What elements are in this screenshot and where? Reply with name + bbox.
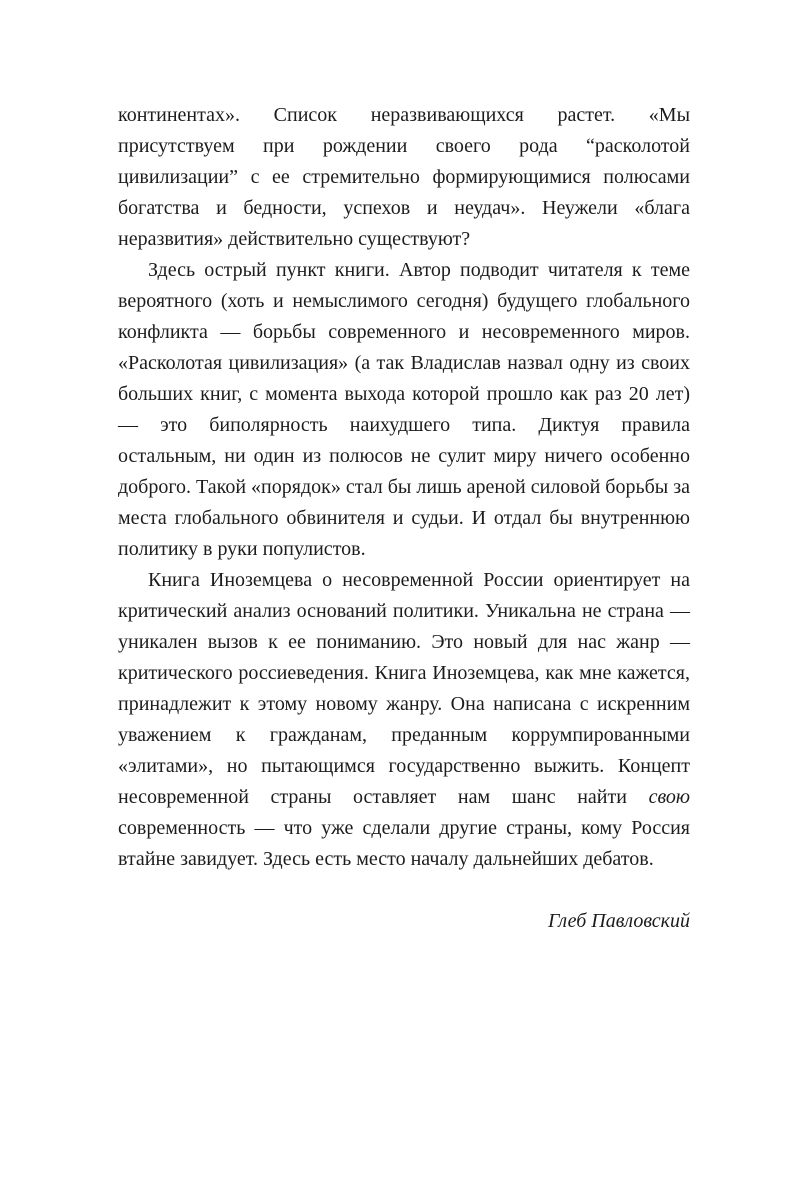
paragraph-third-italic-word: свою xyxy=(648,786,690,808)
paragraph-third xyxy=(118,565,690,875)
text-block xyxy=(118,100,690,937)
paragraph-third-text: Книга Иноземцева о несовременной России ориентирует на критический анализ оснований политики. Уникальна не страна — уникален вызов к ее пониманию. Это новый для нас жанр — критического россиеведения. Книга Иноземцева, как мне кажется, принадлежит к этому новому жанру. Она написана с искренним уважением к гражданам, преданным коррумпированными «элитами», но пытающимся государственно выжить. Концепт несовременной страны оставляет нам шанс найти xyxy=(118,569,690,808)
paragraph-continuation: континентах». Список неразвивающихся растет. «Мы присутствуем при рождении своего рода “расколотой цивилизации” с ее стремительно формирующимися полюсами богатства и бедности, успехов и неудач». Неужели «блага неразвития» действительно существуют? xyxy=(118,104,690,250)
author-signature: Глеб Павловский xyxy=(548,910,690,932)
paragraph-third-text-continued: современность — что уже сделали другие страны, кому Россия втайне завидует. Здесь есть место началу дальнейших дебатов. xyxy=(118,817,690,870)
paragraph-second: Здесь острый пункт книги. Автор подводит читателя к теме вероятного (хоть и немыслимого сегодня) будущего глобального конфликта — борьбы современного и несовременного миров. «Расколотая цивилизация» (а так Владислав назвал одну из своих больших книг, с момента выхода которой прошло как раз 20 лет) — это биполярность наихудшего типа. Диктуя правила остальным, ни один из полюсов не сулит миру ничего особенно доброго. Такой «порядок» стал бы лишь ареной силовой борьбы за места глобального обвинителя и судьи. И отдал бы внутреннюю политику в руки популистов. xyxy=(118,259,690,560)
